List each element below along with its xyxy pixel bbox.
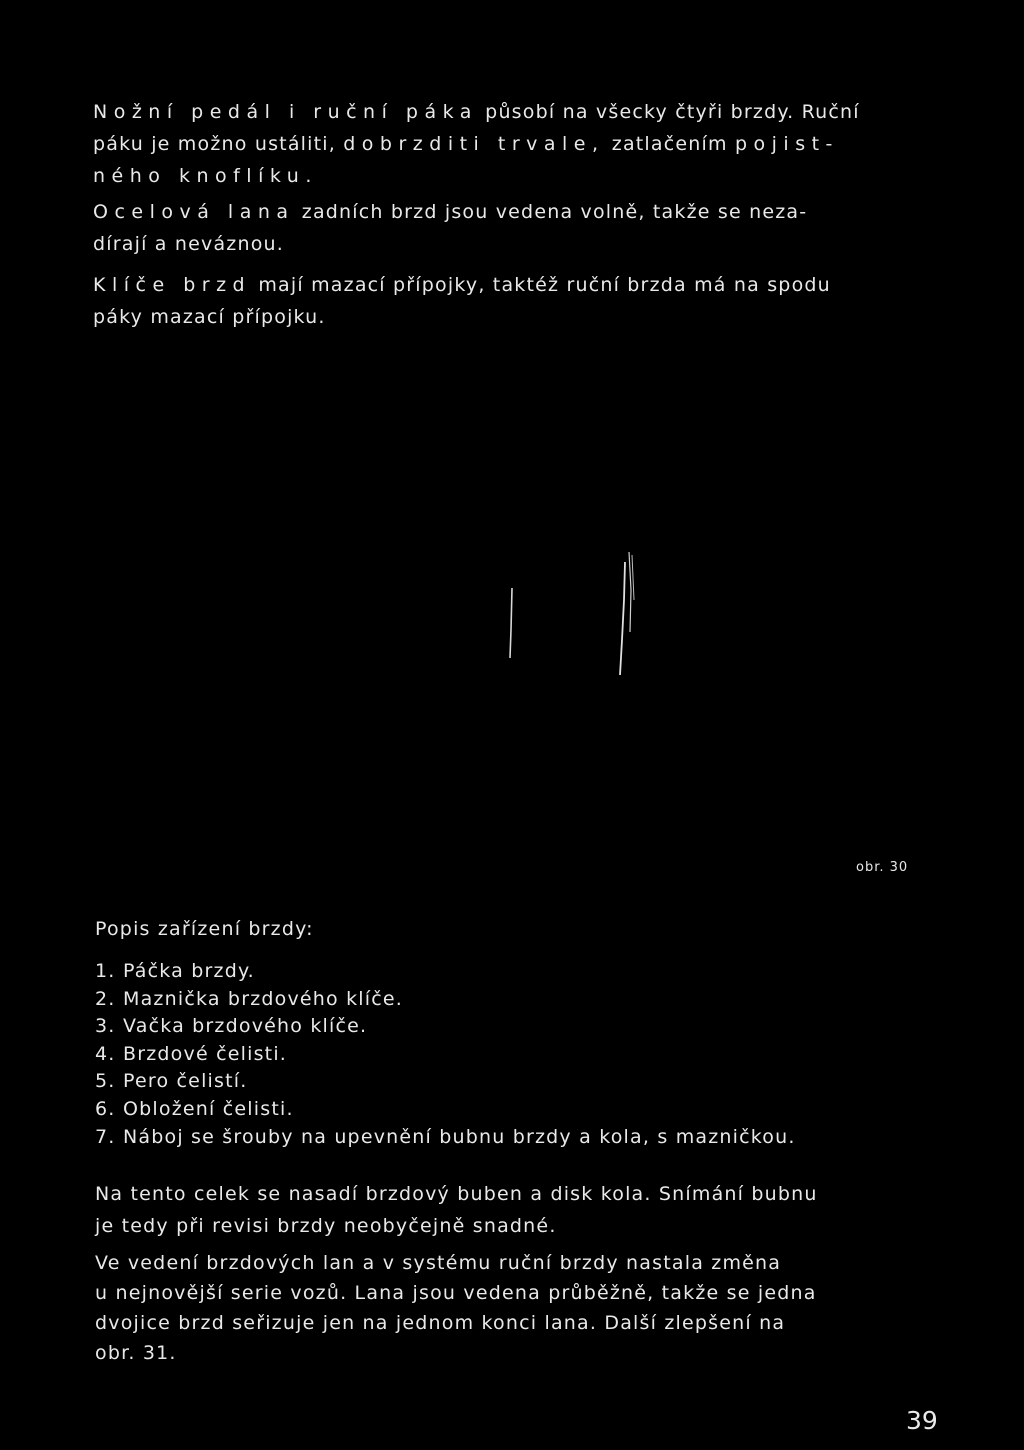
text-segment: páku je možno ustáliti, (93, 133, 344, 155)
figure-caption: obr. 30 (856, 860, 909, 875)
list-item-text: Pero čelistí. (123, 1070, 248, 1093)
list-item (95, 1068, 925, 1096)
text-line (93, 160, 905, 192)
emphasized-text: ného knoflíku. (93, 165, 318, 187)
text-line: obr. 31. (95, 1342, 177, 1364)
paragraph-brake-keys (93, 269, 905, 333)
emphasized-text: dobrzditi trvale, (343, 133, 605, 155)
list-item-number: 4. (95, 1042, 116, 1065)
list-item (95, 1041, 925, 1069)
text-segment: dírají a neváznou. (93, 233, 285, 255)
list-item-text: Náboj se šrouby na upevnění bubnu brzdy a kola, s mazničkou. (123, 1125, 796, 1148)
text-line (93, 96, 905, 128)
list-item-number: 3. (95, 1015, 116, 1038)
list-item-number: 6. (95, 1097, 116, 1120)
text-line: dvojice brzd seřizuje jen na jednom konci lana. Další zlepšení na (95, 1312, 786, 1334)
list-item (95, 958, 925, 986)
paragraph-cable-change (95, 1248, 925, 1368)
emphasized-text: Klíče brzd (93, 274, 252, 296)
text-segment: páky mazací přípojku. (93, 306, 326, 328)
text-line: Ve vedení brzdových lan a v systému ruční brzdy nastala změna (95, 1252, 782, 1274)
list-item (95, 1096, 925, 1124)
text-segment: zatlačením (604, 133, 735, 155)
page-number: 39 (906, 1406, 938, 1435)
text-line: u nejnovější serie vozů. Lana jsou vedena průběžně, takže se jedna (95, 1282, 817, 1304)
paragraph-drum (95, 1178, 925, 1242)
brake-figure-image (0, 340, 1024, 860)
list-item-number: 7. (95, 1125, 116, 1148)
text-line (93, 301, 905, 333)
list-item-text: Brzdové čelisti. (123, 1042, 288, 1065)
emphasized-text: Ocelová lana (93, 201, 295, 223)
text-line: Na tento celek se nasadí brzdový buben a disk kola. Snímání bubnu (95, 1183, 818, 1205)
text-segment: mají mazací přípojky, taktéž ruční brzda má na spodu (251, 274, 831, 296)
list-item-number: 2. (95, 987, 116, 1010)
text-line (93, 228, 905, 260)
emphasized-text: Nožní pedál i ruční páka (93, 101, 478, 123)
text-line: je tedy při revisi brzdy neobyčejně snadné. (95, 1215, 557, 1237)
list-item (95, 1013, 925, 1041)
list-item-number: 1. (95, 960, 116, 982)
list-item-text: Maznička brzdového klíče. (123, 987, 404, 1010)
emphasized-text: pojist- (734, 133, 839, 155)
text-segment: zadních brzd jsou vedena volně, takže se neza- (294, 201, 808, 223)
text-line (93, 128, 905, 160)
paragraph-steel-cables (93, 196, 905, 260)
parts-list (95, 958, 925, 1151)
list-item (95, 986, 925, 1014)
list-item (95, 1124, 925, 1152)
parts-list-title: Popis zařízení brzdy: (95, 918, 314, 940)
text-line (93, 196, 905, 228)
text-segment: působí na všecky čtyři brzdy. Ruční (477, 101, 860, 123)
paragraph-hand-brake (93, 96, 905, 192)
text-line (93, 269, 905, 301)
list-item-text: Obložení čelisti. (123, 1097, 294, 1120)
list-item-text: Vačka brzdového klíče. (123, 1015, 368, 1038)
list-item-text: Páčka brzdy. (123, 960, 255, 982)
list-item-number: 5. (95, 1070, 116, 1093)
